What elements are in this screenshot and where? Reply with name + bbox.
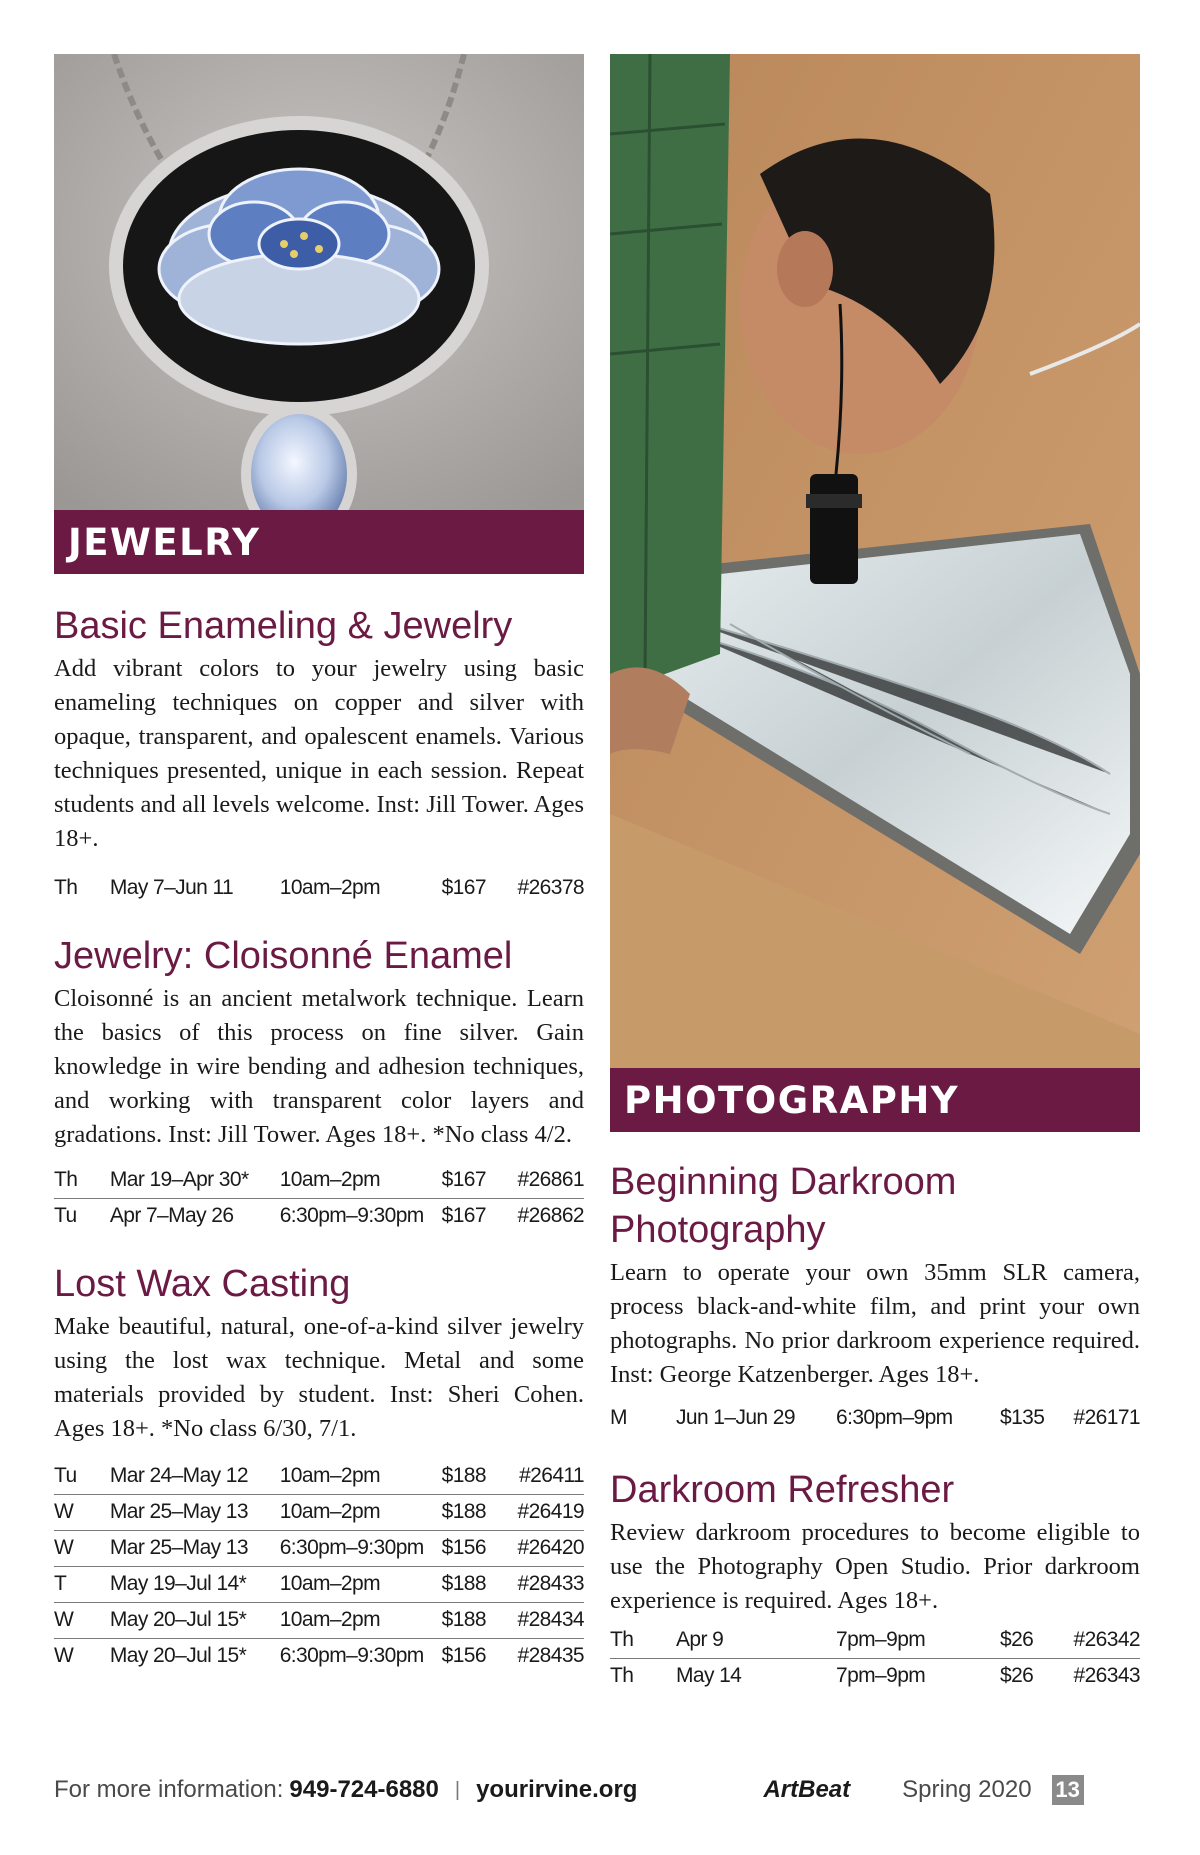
schedule-row xyxy=(54,1566,584,1602)
course-number: #26171 xyxy=(1073,1406,1140,1429)
schedule-row xyxy=(54,1494,584,1530)
schedule-dates: May 19–Jul 14* xyxy=(110,1566,280,1602)
course-description: Add vibrant colors to your jewelry using basic enameling techniques on copper and silver with opaque, transparent, and opalescent enamels. Various techniques presented, unique in each session. Repeat students and all levels welcome. Inst: Jill Tower. Ages 18+. xyxy=(54,655,584,852)
schedule-time: 10am–2pm xyxy=(279,1463,380,1487)
schedule-row xyxy=(610,1622,1140,1658)
schedule-time: 6:30pm–9pm xyxy=(836,1406,953,1429)
schedule-time: 10am–2pm xyxy=(279,876,381,899)
footer-phone-link[interactable]: 949-724-6880 xyxy=(289,1776,439,1803)
schedule-price: $188 xyxy=(441,1463,486,1487)
course-description: Cloisonné is an ancient metalwork technique. Learn the basics of this process on fine silver. Gain knowledge in wire bending and adhesion techniques, and working with transparent color layers and gradations. Inst: Jill Tower. Ages 18+. *No class 4/2. xyxy=(54,985,584,1148)
course-number: #28433 xyxy=(518,1566,584,1602)
schedule-price: $188 xyxy=(442,1566,518,1602)
schedule-day: M xyxy=(610,1406,627,1429)
schedule-time: 6:30pm–9:30pm xyxy=(280,1198,442,1234)
schedule-day: Tu xyxy=(54,1463,77,1487)
course-number: #26411 xyxy=(519,1463,584,1487)
schedule-row xyxy=(54,1198,584,1234)
footer-separator: | xyxy=(454,1778,461,1801)
schedule-dates: May 20–Jul 15* xyxy=(110,1638,280,1674)
schedule-dates: Mar 24–May 12 xyxy=(109,1463,248,1487)
schedule-time: 7pm–9pm xyxy=(836,1627,926,1651)
schedule-dates: Jun 1–Jun 29 xyxy=(676,1406,795,1429)
schedule-dates: Mar 25–May 13 xyxy=(110,1494,280,1530)
schedule-day: Th xyxy=(610,1658,676,1694)
enamel-pendant-photo xyxy=(54,54,584,510)
schedule-price: $167 xyxy=(441,876,486,899)
footer-magazine-title: ArtBeat xyxy=(763,1776,851,1803)
schedule-dates: Apr 9 xyxy=(676,1627,724,1651)
section-banner-photography: PHOTOGRAPHY xyxy=(610,1068,1140,1132)
schedule-price: $156 xyxy=(442,1638,518,1674)
footer-info-label: For more information: xyxy=(54,1776,284,1803)
schedule-table xyxy=(610,1400,1140,1436)
schedule-table xyxy=(54,1458,584,1674)
photography-column xyxy=(610,54,1140,1694)
course-title: Lost Wax Casting xyxy=(54,1263,351,1305)
schedule-row xyxy=(610,1400,1140,1436)
schedule-table xyxy=(610,1622,1140,1694)
schedule-time: 6:30pm–9:30pm xyxy=(280,1638,442,1674)
schedule-day: W xyxy=(54,1494,110,1530)
course-description: Learn to operate your own 35mm SLR camera, process black-and-white film, and print your own photographs. No prior darkroom experience required. Inst: George Katzenberger. Ages 18+. xyxy=(610,1259,1140,1388)
course-title: Beginning Darkroom Photography xyxy=(610,1161,957,1251)
schedule-table xyxy=(54,1162,584,1234)
course-number: #26861 xyxy=(517,1167,584,1191)
course-number: #26378 xyxy=(517,876,584,899)
schedule-time: 10am–2pm xyxy=(279,1167,380,1191)
course-number: #26343 xyxy=(1070,1658,1140,1694)
footer-season: Spring 2020 xyxy=(902,1776,1032,1803)
schedule-time: 10am–2pm xyxy=(280,1602,442,1638)
course-title: Basic Enameling & Jewelry xyxy=(54,605,513,647)
schedule-row xyxy=(54,1530,584,1566)
schedule-price: $156 xyxy=(442,1530,518,1566)
schedule-price: $26 xyxy=(1000,1658,1070,1694)
course-number: #28434 xyxy=(518,1602,584,1638)
schedule-row xyxy=(54,1638,584,1674)
schedule-day: T xyxy=(54,1566,110,1602)
schedule-dates: May 7–Jun 11 xyxy=(109,876,234,899)
schedule-row xyxy=(54,1458,584,1494)
schedule-dates: May 20–Jul 15* xyxy=(110,1602,280,1638)
course-description: Make beautiful, natural, one-of-a-kind silver jewelry using the lost wax technique. Metal and some materials provided by student. Inst: Sheri Cohen. Ages 18+. *No class 6/30, 7/1. xyxy=(54,1313,584,1442)
schedule-price: $188 xyxy=(442,1494,518,1530)
schedule-row xyxy=(54,870,584,906)
schedule-day: Th xyxy=(54,876,78,899)
schedule-price: $167 xyxy=(441,1167,486,1191)
course-number: #28435 xyxy=(518,1638,584,1674)
schedule-dates: Mar 19–Apr 30* xyxy=(109,1167,249,1191)
schedule-price: $135 xyxy=(1000,1406,1045,1429)
footer-website-link[interactable]: yourirvine.org xyxy=(476,1776,638,1803)
schedule-day: Th xyxy=(54,1167,78,1191)
schedule-time: 10am–2pm xyxy=(280,1566,442,1602)
page-number: 13 xyxy=(1052,1775,1084,1805)
jewelry-column xyxy=(54,54,584,1674)
schedule-day: Th xyxy=(610,1627,634,1651)
schedule-day: W xyxy=(54,1638,110,1674)
schedule-row xyxy=(54,1602,584,1638)
schedule-day: Tu xyxy=(54,1198,110,1234)
course-number: #26420 xyxy=(518,1530,584,1566)
schedule-dates: Apr 7–May 26 xyxy=(110,1198,280,1234)
schedule-row xyxy=(610,1658,1140,1694)
schedule-day: W xyxy=(54,1530,110,1566)
course-number: #26862 xyxy=(518,1198,584,1234)
schedule-price: $188 xyxy=(442,1602,518,1638)
darkroom-loupe-photo xyxy=(610,54,1140,1068)
course-description: Review darkroom procedures to become eligible to use the Photography Open Studio. Prior darkroom experience is required. Ages 18+. xyxy=(610,1519,1140,1614)
section-banner-jewelry: JEWELRY xyxy=(54,510,584,574)
page-footer xyxy=(54,1770,1172,1810)
schedule-row xyxy=(54,1162,584,1198)
course-title: Darkroom Refresher xyxy=(610,1469,955,1511)
schedule-time: 10am–2pm xyxy=(280,1494,442,1530)
schedule-price: $26 xyxy=(1000,1627,1034,1651)
schedule-table xyxy=(54,870,584,906)
schedule-dates: Mar 25–May 13 xyxy=(110,1530,280,1566)
schedule-price: $167 xyxy=(442,1198,518,1234)
schedule-time: 6:30pm–9:30pm xyxy=(280,1530,442,1566)
course-number: #26419 xyxy=(518,1494,584,1530)
course-title: Jewelry: Cloisonné Enamel xyxy=(54,935,513,977)
course-number: #26342 xyxy=(1073,1627,1140,1651)
schedule-day: W xyxy=(54,1602,110,1638)
schedule-dates: May 14 xyxy=(676,1658,836,1694)
schedule-time: 7pm–9pm xyxy=(836,1658,1000,1694)
